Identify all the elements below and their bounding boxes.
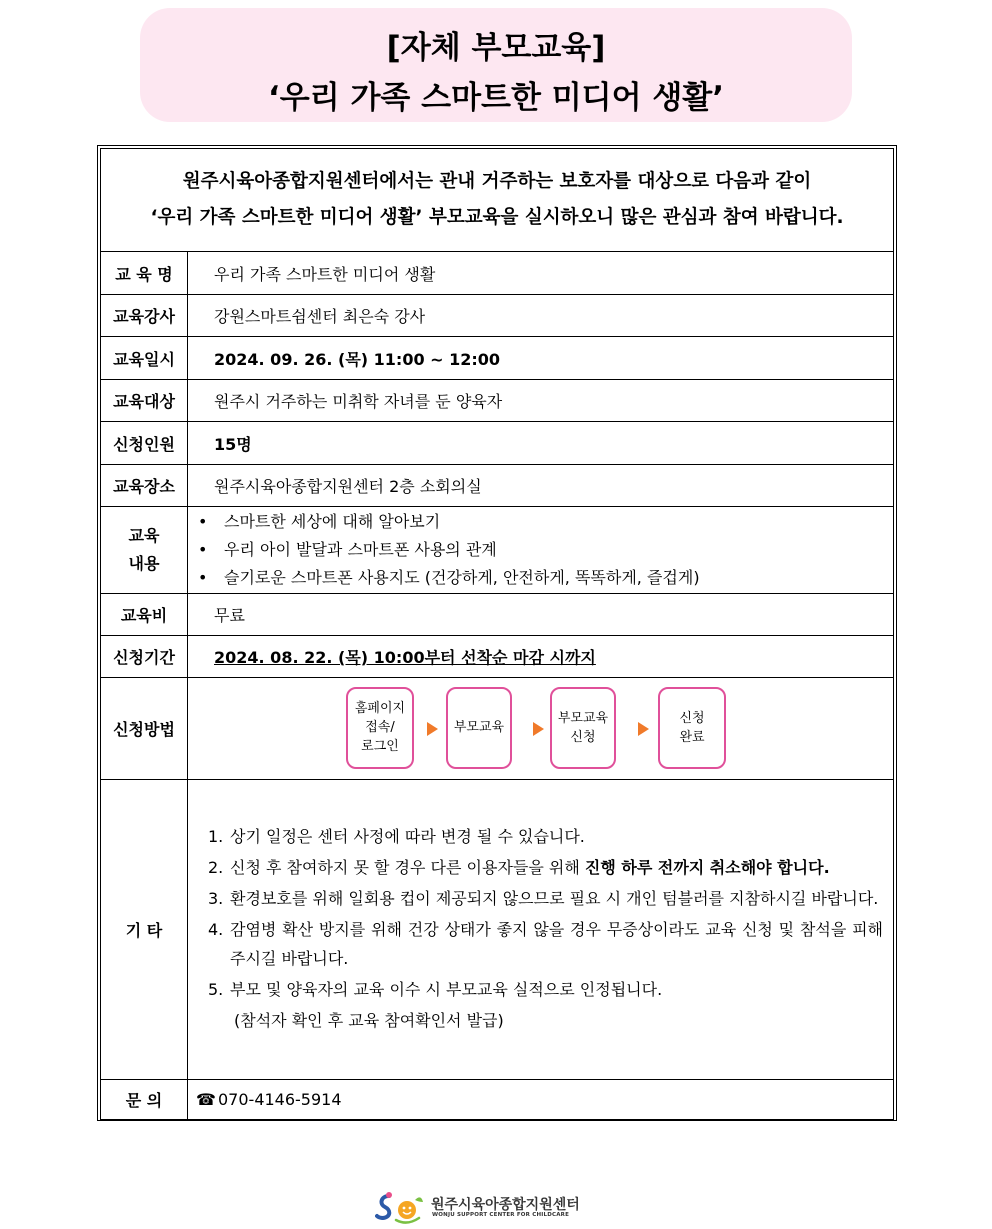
note-text: 상기 일정은 센터 사정에 따라 변경 될 수 있습니다. (230, 827, 585, 846)
value-target: 원주시 거주하는 미취학 자녀를 둔 양육자 (188, 380, 894, 422)
label-target: 교육대상 (101, 380, 188, 422)
intro-text (101, 149, 894, 252)
row-content (101, 507, 894, 594)
row-course (101, 252, 894, 295)
note-text: 부모 및 양육자의 교육 이수 시 부모교육 실적으로 인정됩니다. (230, 980, 663, 999)
note-text: 감염병 확산 방지를 위해 건강 상태가 좋지 않을 경우 무증상이라도 교육 신청 및 참석을 피해주시길 바랍니다. (230, 920, 883, 968)
title-banner (140, 8, 852, 122)
footer-name-kr: 원주시육아종합지원센터 (431, 1197, 580, 1213)
flow-step-text: 부모교육 (557, 710, 609, 726)
title-line-2: ‘우리 가족 스마트한 미디어 생활’ (267, 80, 725, 116)
note-text: 신청 후 참여하지 못 할 경우 다른 이용자들을 위해 (230, 858, 585, 877)
flow-step-homepage-login (346, 687, 414, 769)
row-date (101, 337, 894, 380)
note-text-bold: 진행 하루 전까지 취소해야 합니다. (584, 858, 830, 877)
footer-brand (375, 1190, 615, 1224)
value-capacity: 15명 (188, 422, 894, 465)
telephone-icon: ☎ (196, 1090, 216, 1109)
value-content (188, 507, 894, 594)
note-text: 환경보호를 위해 일회용 컵이 제공되지 않으므로 필요 시 개인 텀블러를 지참하시길 바랍니다. (230, 889, 879, 908)
value-course: 우리 가족 스마트한 미디어 생활 (188, 252, 894, 295)
label-content (101, 507, 188, 594)
content-item: • 우리 아이 발달과 스마트폰 사용의 관계 (188, 536, 893, 564)
note-number: 5. (208, 980, 224, 999)
row-method (101, 678, 894, 780)
flow-step-complete (658, 687, 726, 769)
flow-step-text: 신청 (679, 710, 705, 726)
info-table (100, 148, 894, 1120)
arrow-right-icon (638, 722, 649, 736)
row-instructor (101, 295, 894, 337)
flow-step-text: 신청 (570, 729, 596, 745)
label-instructor: 교육강사 (101, 295, 188, 337)
value-fee: 무료 (188, 594, 894, 636)
value-location: 원주시육아종합지원센터 2층 소회의실 (188, 465, 894, 507)
label-etc: 기 타 (101, 780, 188, 1080)
flow-step-text: 부모교육 (453, 720, 505, 735)
flow-step-text: 로그인 (361, 739, 399, 754)
notes-list (188, 804, 893, 1055)
value-contact (188, 1080, 894, 1120)
application-flow (188, 679, 893, 779)
note-sub-item: (참석자 확인 후 교육 참여확인서 발급) (234, 1011, 504, 1030)
value-method (188, 678, 894, 780)
flow-step-apply (550, 687, 616, 769)
label-location: 교육장소 (101, 465, 188, 507)
label-content-line-2: 내용 (128, 554, 160, 573)
row-etc (101, 780, 894, 1080)
value-etc (188, 780, 894, 1080)
note-number: 2. (208, 858, 224, 877)
label-fee: 교육비 (101, 594, 188, 636)
label-course: 교 육 명 (101, 252, 188, 295)
footer-name-en: WONJU SUPPORT CENTER FOR CHILDCARE (432, 1212, 570, 1218)
value-period-cell (188, 636, 894, 678)
contact-phone[interactable]: 070-4146-5914 (218, 1090, 342, 1109)
note-item (198, 975, 883, 1004)
label-contact: 문 의 (101, 1080, 188, 1120)
value-period: 2024. 08. 22. (목) 10:00부터 선착순 마감 시까지 (214, 648, 596, 667)
intro-line-1: 원주시육아종합지원센터에서는 관내 거주하는 보호자를 대상으로 다음과 같이 (182, 171, 812, 192)
content-item: • 슬기로운 스마트폰 사용지도 (건강하게, 안전하게, 똑똑하게, 즐겁게) (188, 564, 893, 592)
label-date: 교육일시 (101, 337, 188, 380)
row-fee (101, 594, 894, 636)
row-location (101, 465, 894, 507)
note-item (198, 853, 883, 882)
intro-line-2: ‘우리 가족 스마트한 미디어 생활’ 부모교육을 실시하오니 많은 관심과 참여 바랍니다. (150, 207, 844, 228)
value-date: 2024. 09. 26. (목) 11:00 ~ 12:00 (188, 337, 894, 380)
label-method: 신청방법 (101, 678, 188, 780)
label-period: 신청기간 (101, 636, 188, 678)
value-instructor: 강원스마트쉼센터 최은숙 강사 (188, 295, 894, 337)
label-content-line-1: 교육 (128, 526, 160, 545)
intro-row (101, 149, 894, 252)
content-item: • 스마트한 세상에 대해 알아보기 (188, 508, 893, 536)
arrow-right-icon (533, 722, 544, 736)
row-contact (101, 1080, 894, 1120)
flow-step-text: 완료 (679, 729, 705, 745)
title-line-1: [자체 부모교육] (386, 30, 606, 66)
note-number: 4. (208, 920, 224, 939)
label-capacity: 신청인원 (101, 422, 188, 465)
content-list (188, 508, 893, 592)
row-target (101, 380, 894, 422)
flow-step-parent-education (446, 687, 512, 769)
flow-step-text: 접속/ (365, 720, 395, 735)
flow-step-text: 홈페이지 (354, 701, 406, 716)
row-capacity (101, 422, 894, 465)
arrow-right-icon (427, 722, 438, 736)
note-item (198, 884, 883, 913)
row-period (101, 636, 894, 678)
note-number: 3. (208, 889, 224, 908)
center-logo-icon (375, 1190, 425, 1224)
note-item (198, 915, 883, 973)
note-number: 1. (208, 827, 224, 846)
note-item (198, 822, 883, 851)
